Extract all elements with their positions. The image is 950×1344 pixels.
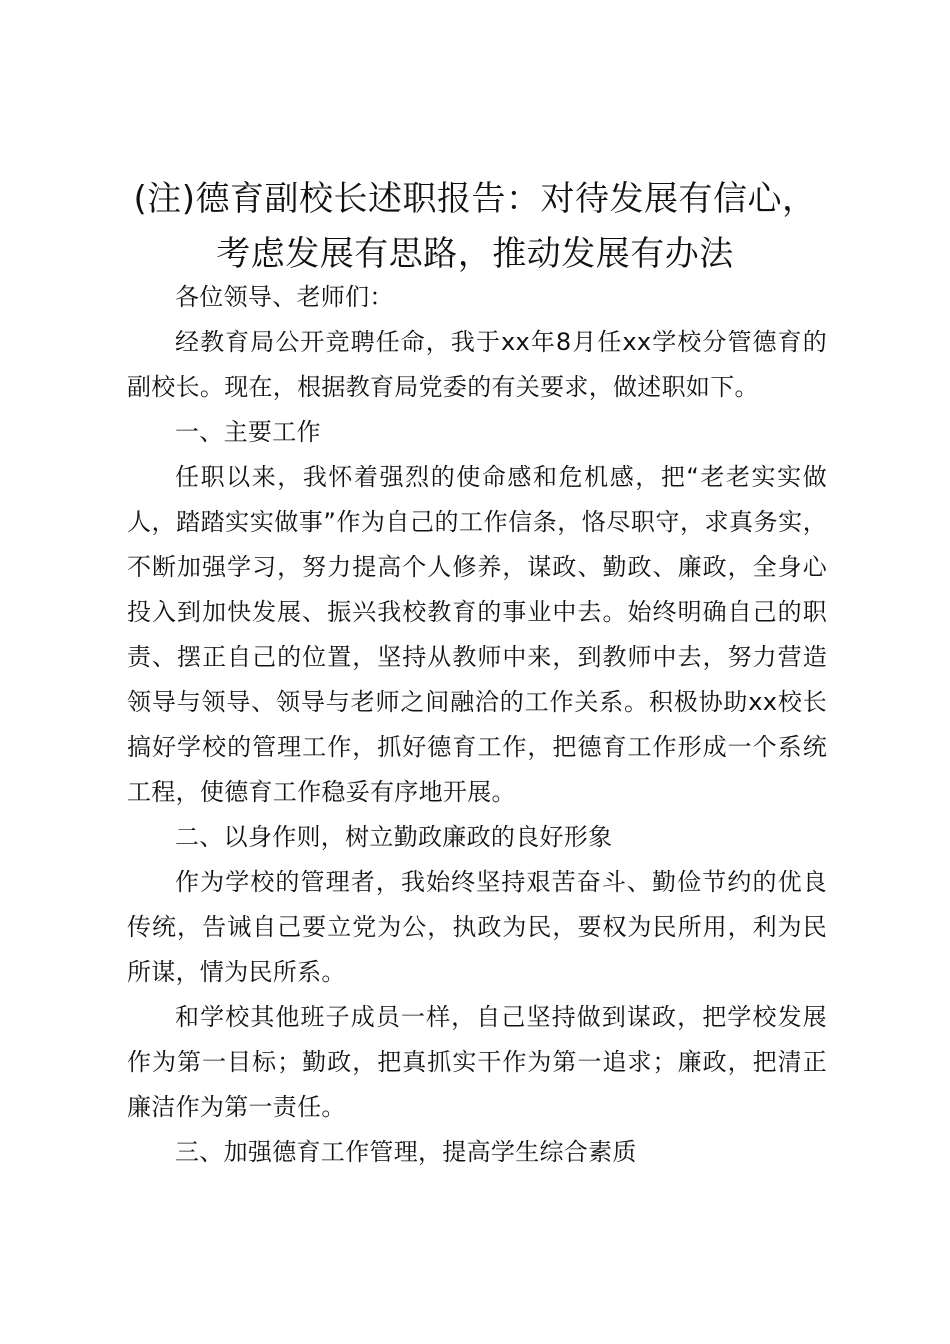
section-1-paragraph: 任职以来，我怀着强烈的使命感和危机感，把“老老实实做人，踏踏实实做事”作为自己的工作信条，恪尽职守，求真务实，不断加强学习，努力提高个人修养，谋政、勤政、廉政，全身心投入到加快发展、振兴我校教育的事业中去。始终明确自己的职责、摆正自己的位置，坚持从教师中来，到教师中去，努力营造领导与领导、领导与老师之间融洽的工作关系。积极协助xx校长搞好学校的管理工作，抓好德育工作，把德育工作形成一个系统工程，使德育工作稳妥有序地开展。 (127, 463, 827, 806)
intro-paragraph: 经教育局公开竞聘任命，我于xx年8月任xx学校分管德育的副校长。现在，根据教育局党委的有关要求，做述职如下。 (127, 328, 827, 401)
section-1-heading: 一、主要工作 (175, 418, 321, 446)
greeting: 各位领导、老师们： (175, 283, 394, 311)
title-line-2: 考虑发展有思路，推动发展有办法 (216, 234, 734, 274)
section-2-heading: 二、以身作则，树立勤政廉政的良好形象 (175, 823, 613, 851)
section-2-paragraph-1: 作为学校的管理者，我始终坚持艰苦奋斗、勤俭节约的优良传统，告诫自己要立党为公，执政为民，要权为民所用，利为民所谋，情为民所系。 (127, 868, 827, 986)
title-line-1: (注)德育副校长述职报告：对待发展有信心， (133, 179, 817, 219)
section-3-heading: 三、加强德育工作管理，提高学生综合素质 (175, 1138, 637, 1166)
section-2-paragraph-2: 和学校其他班子成员一样，自己坚持做到谋政，把学校发展作为第一目标；勤政，把真抓实干作为第一追求；廉政，把清正廉洁作为第一责任。 (127, 1003, 827, 1121)
document-body (127, 275, 827, 1175)
document-title (110, 172, 840, 282)
